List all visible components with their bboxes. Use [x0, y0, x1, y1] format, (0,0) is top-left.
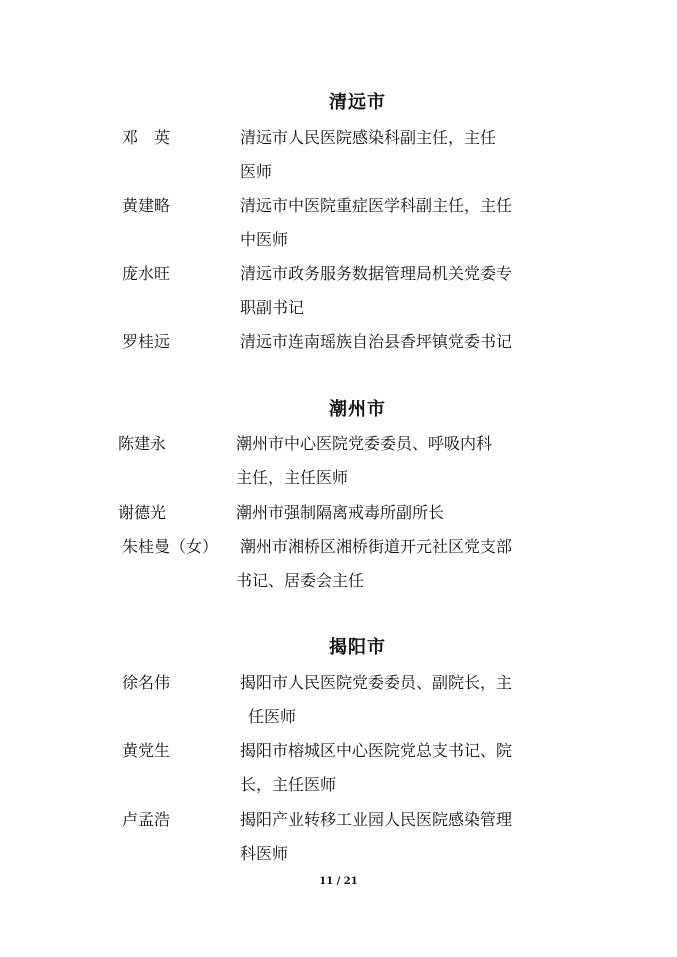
person-title-line: 清远市人民医院感染科副主任，主任: [240, 128, 497, 147]
person-title-line: 中医师: [240, 230, 289, 249]
person-name: 陈建永: [118, 434, 167, 453]
person-title-line: 任医师: [248, 707, 297, 726]
page-number: 11 / 21: [319, 876, 358, 887]
section-title-chaozhou: 潮州市: [329, 399, 386, 420]
person-name: 谢德光: [118, 503, 167, 522]
person-title-line: 潮州市中心医院党委委员、呼吸内科: [236, 434, 493, 453]
person-title-line: 潮州市强制隔离戒毒所副所长: [236, 503, 445, 522]
person-title-line: 清远市政务服务数据管理局机关党委专: [240, 264, 513, 283]
person-title-line: 揭阳产业转移工业园人民医院感染管理: [240, 810, 513, 829]
person-title-line: 主任，主任医师: [236, 468, 349, 487]
person-name: 罗桂远: [122, 332, 171, 351]
person-title-line: 揭阳市人民医院党委委员、副院长，主: [240, 673, 513, 692]
person-name: 邓 英: [122, 128, 171, 147]
section-title-qingyuan: 清远市: [329, 92, 386, 113]
person-title-line: 科医师: [240, 844, 289, 863]
person-name: 黄党生: [122, 741, 171, 760]
person-title-line: 医师: [240, 162, 273, 181]
person-name: 庞水旺: [122, 264, 171, 283]
person-title-line: 清远市连南瑶族自治县香坪镇党委书记: [240, 332, 513, 351]
person-title-line: 清远市中医院重症医学科副主任，主任: [240, 196, 513, 215]
person-name: 卢孟浩: [122, 810, 171, 829]
person-title-line: 潮州市湘桥区湘桥街道开元社区党支部: [240, 537, 513, 556]
section-title-jieyang: 揭阳市: [329, 637, 386, 658]
person-title-line: 长，主任医师: [240, 775, 337, 794]
person-name: 朱桂曼（女）: [122, 537, 219, 556]
person-name: 徐名伟: [122, 673, 171, 692]
person-title-line: 揭阳市榕城区中心医院党总支书记、院: [240, 741, 513, 760]
person-title-line: 职副书记: [240, 298, 305, 317]
person-name: 黄建略: [122, 196, 171, 215]
person-title-line: 书记、居委会主任: [236, 571, 365, 590]
